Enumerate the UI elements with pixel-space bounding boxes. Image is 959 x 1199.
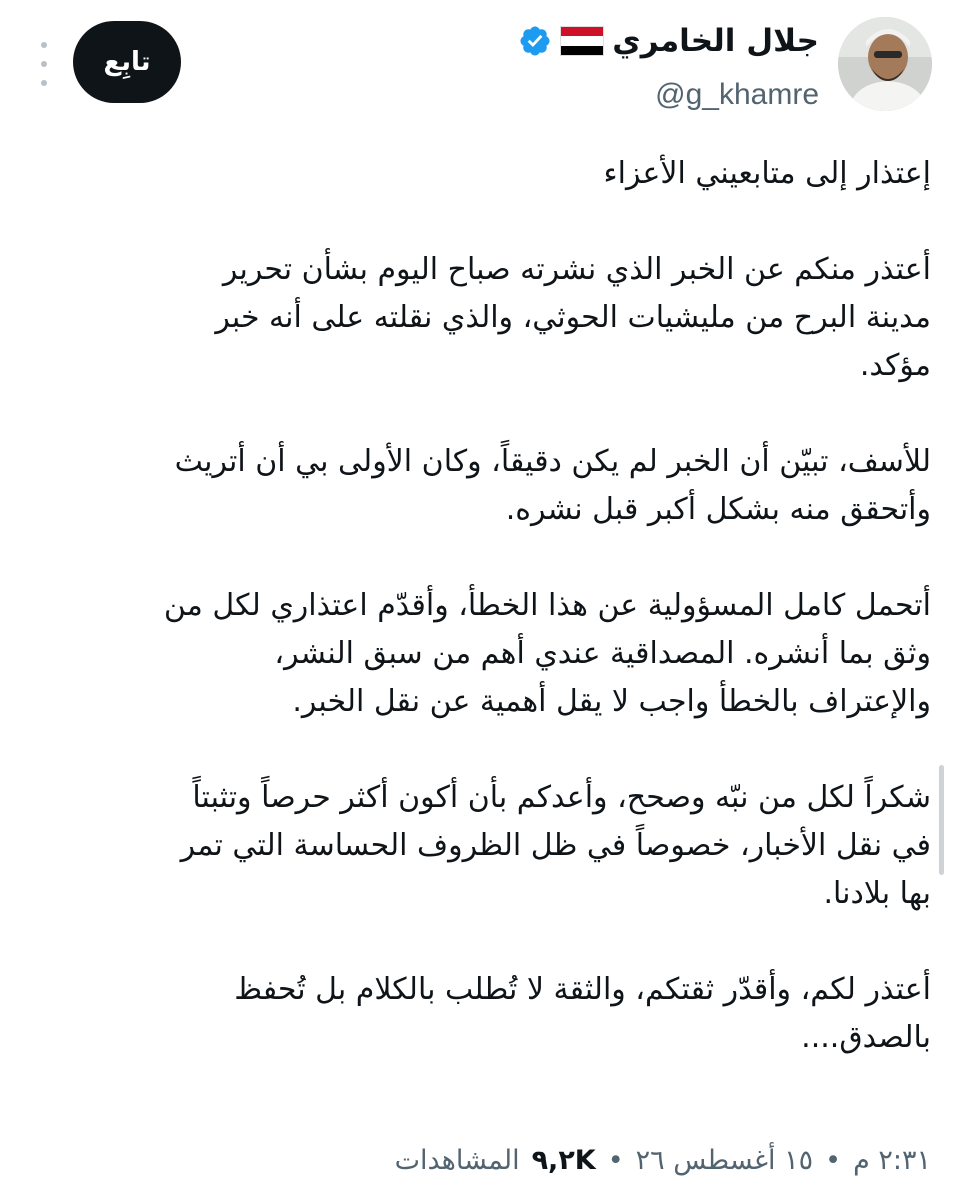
author-display-name[interactable]: جلال الخامري xyxy=(612,23,819,59)
tweet-date[interactable]: ١٥ أغسطس ٢٦ xyxy=(635,1144,814,1176)
tweet-paragraph: أعتذر منكم عن الخبر الذي نشرته صباح اليوم بشأن تحرير مدينة البرح من مليشيات الحوثي، والذي نقلته على أنه خبر مؤكد. xyxy=(215,252,931,383)
scrollbar-thumb[interactable] xyxy=(939,765,944,875)
author-name-row xyxy=(518,16,819,66)
dot-icon xyxy=(41,42,47,48)
avatar-photo-icon xyxy=(838,17,932,111)
tweet-meta xyxy=(395,1140,931,1180)
dot-icon xyxy=(41,61,47,67)
tweet-text xyxy=(34,150,931,1062)
more-vertical-icon[interactable] xyxy=(34,42,54,86)
verified-badge-icon[interactable] xyxy=(518,24,552,58)
dot-icon xyxy=(41,80,47,86)
tweet-paragraph: أعتذر لكم، وأقدّر ثقتكم، والثقة لا تُطلب بالكلام بل تُحفظ بالصدق.... xyxy=(234,972,931,1055)
views-count: ٩,٢K xyxy=(531,1144,596,1176)
tweet-paragraph: أتحمل كامل المسؤولية عن هذا الخطأ، وأقدّم اعتذاري لكل من وثق بما أنشره. المصداقية عندي أهم من سبق النشر، والإعتراف بالخطأ واجب لا يقل أهمية عن نقل الخبر. xyxy=(163,588,931,719)
tweet-paragraph: شكراً لكل من نبّه وصحح، وأعدكم بأن أكون أكثر حرصاً وتثبتاً في نقل الأخبار، خصوصاً في ظل الظروف الحساسة التي تمر بها بلادنا. xyxy=(180,780,931,911)
tweet-paragraph: للأسف، تبيّن أن الخبر لم يكن دقيقاً، وكان الأولى بي أن أتريث وأتحقق منه بشكل أكبر قبل نشره. xyxy=(174,444,931,527)
tweet-time[interactable]: ٢:٣١ م xyxy=(853,1144,931,1176)
yemen-flag-icon xyxy=(560,26,604,56)
tweet-paragraph-title: إعتذار إلى متابعيني الأعزاء xyxy=(603,156,931,191)
author-handle[interactable]: @g_khamre xyxy=(655,78,819,111)
avatar[interactable] xyxy=(838,17,932,111)
views-label: المشاهدات xyxy=(394,1144,520,1176)
tweet-header xyxy=(0,0,959,140)
follow-button[interactable]: تابِع xyxy=(73,21,181,103)
meta-separator: • xyxy=(825,1144,842,1176)
meta-separator: • xyxy=(607,1144,624,1176)
